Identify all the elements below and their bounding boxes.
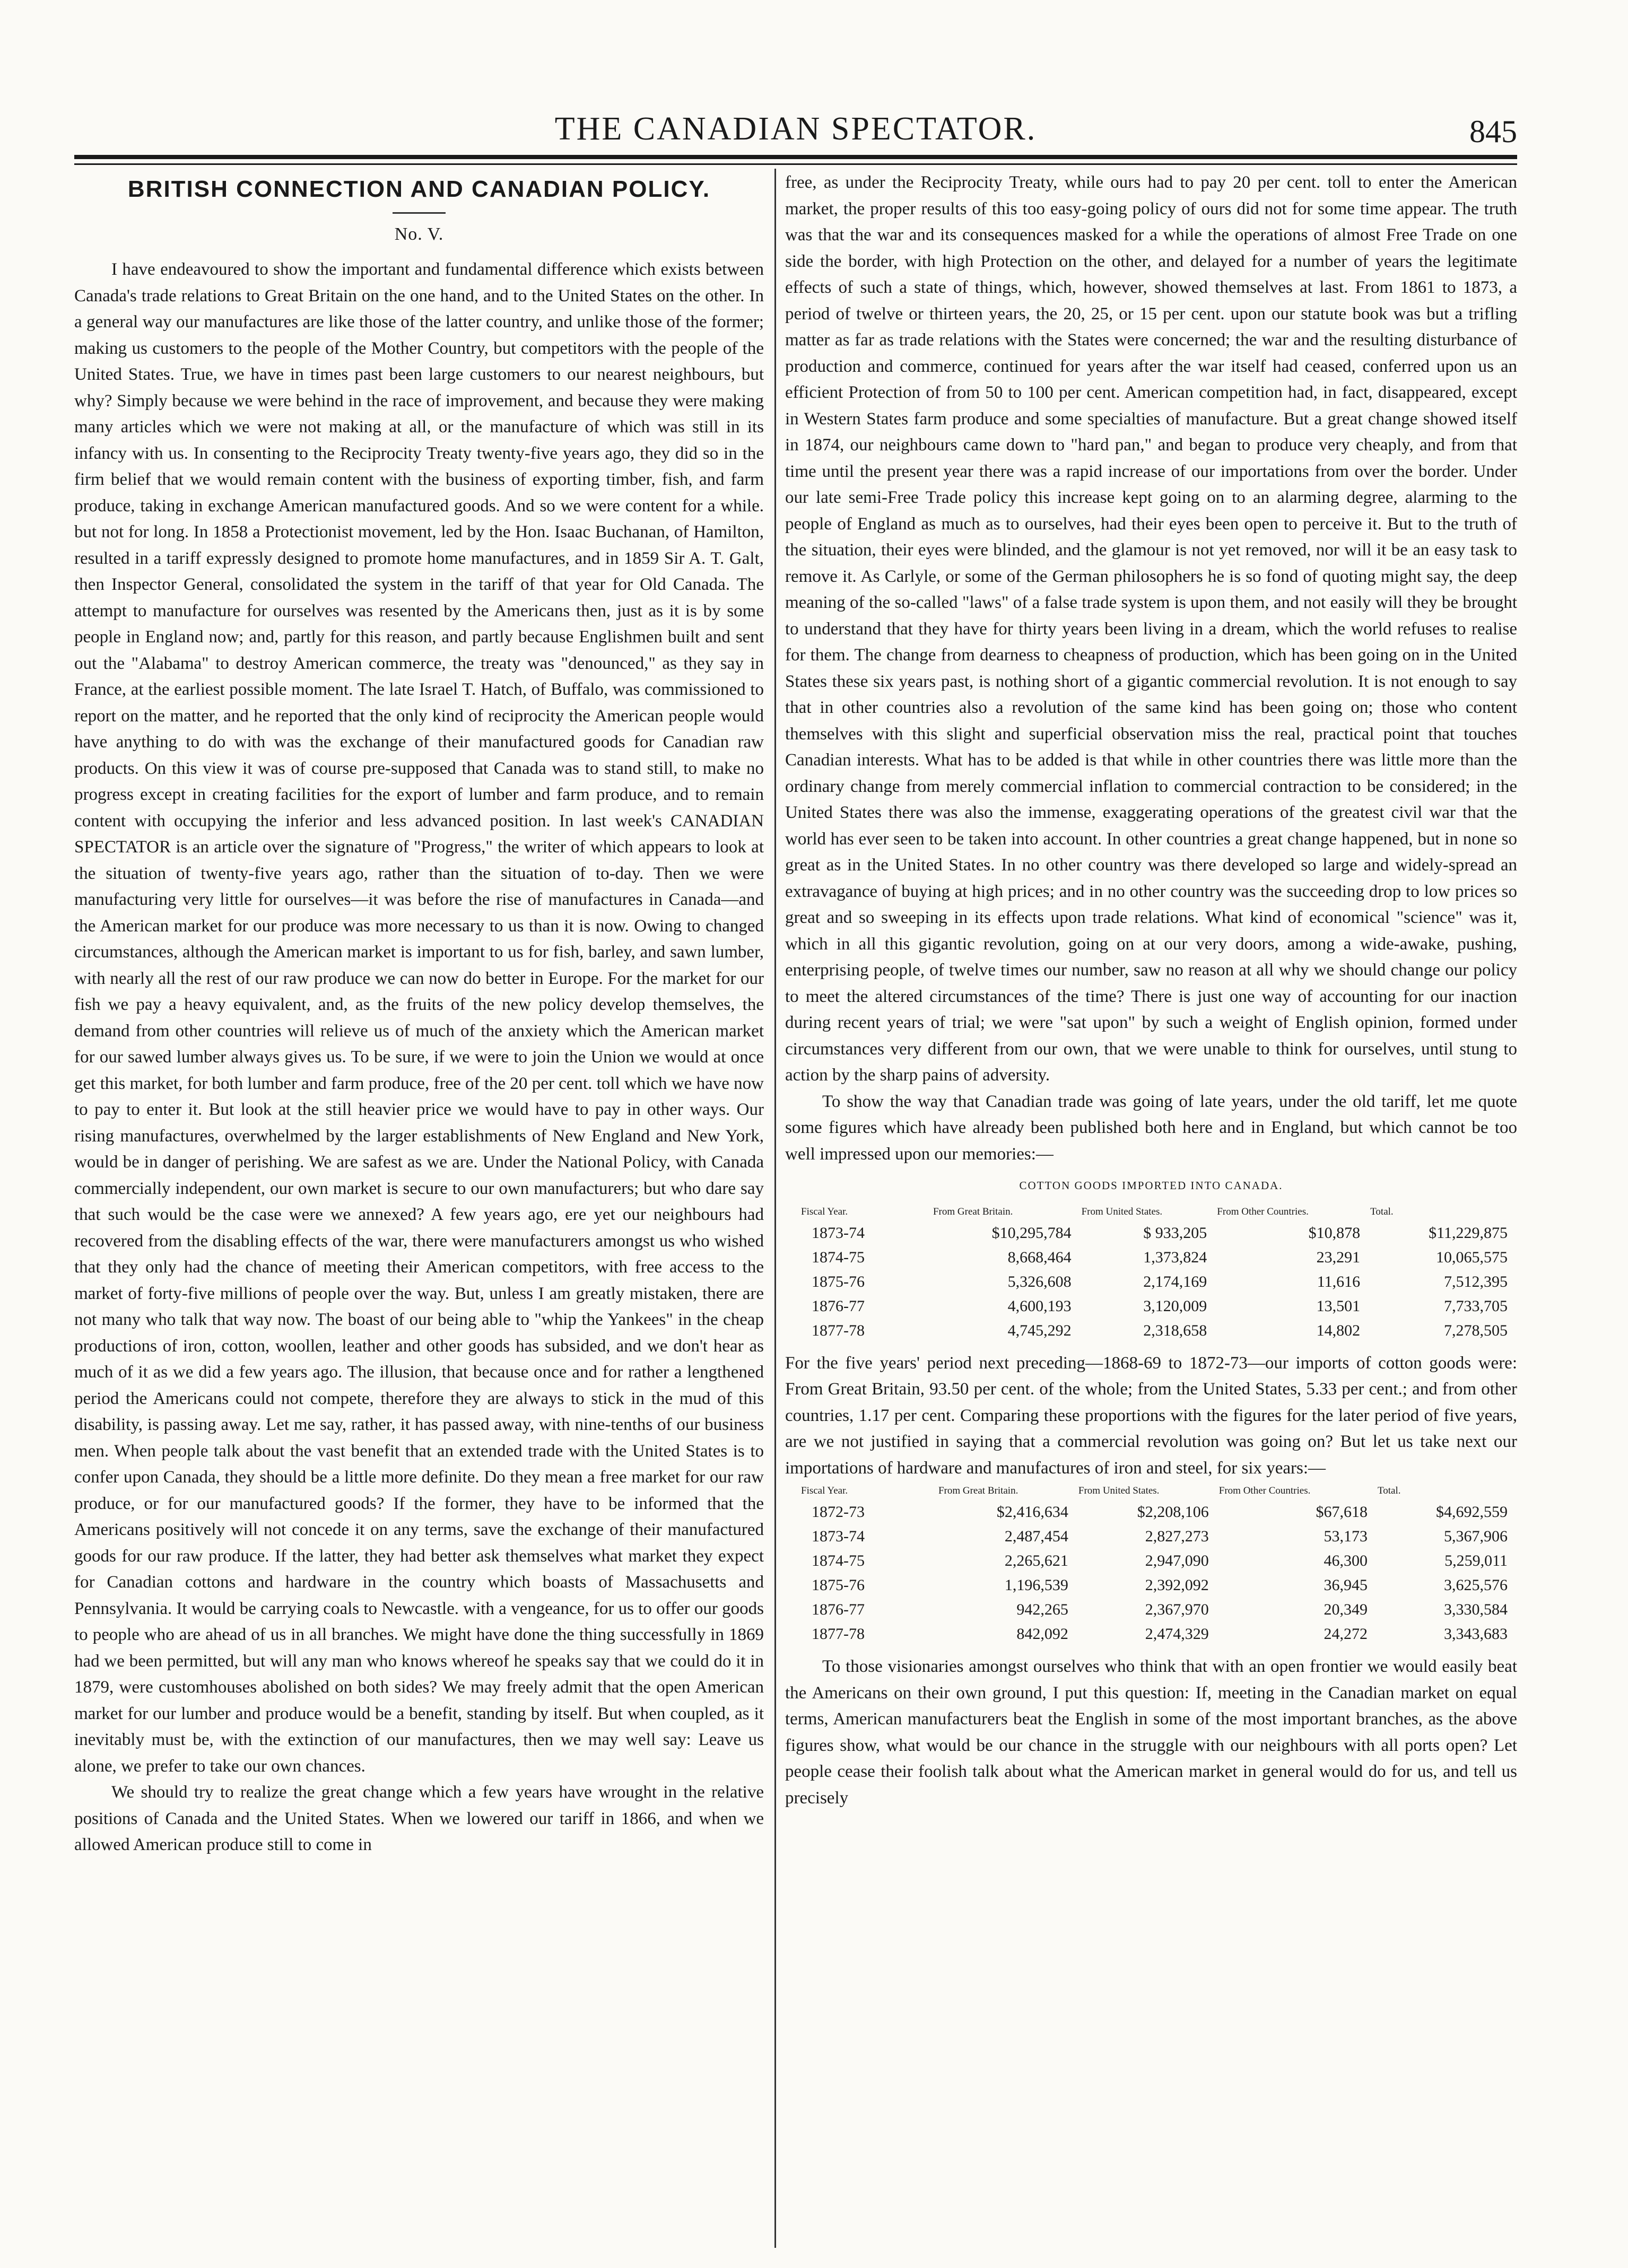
table-cell: 2,318,658	[1143, 1321, 1207, 1339]
table-cell: 3,330,584	[1444, 1601, 1508, 1618]
table-cell: $2,208,106	[1137, 1503, 1209, 1521]
body-paragraph: To show the way that Canadian trade was going of late years, under the old tariff, let me quote some figures which have already been published both here and in England, but which cannot be too well impressed upon our memories:—	[785, 1092, 1517, 1164]
table-cell: 20,349	[1324, 1601, 1368, 1618]
table-header-cell: Total.	[1370, 1206, 1394, 1217]
column-divider	[774, 169, 776, 2248]
table-cell: 2,174,169	[1143, 1272, 1207, 1290]
title-rule	[393, 212, 446, 214]
table-cell: 1,196,539	[1004, 1576, 1068, 1594]
table-header-cell: Total.	[1378, 1485, 1401, 1496]
table-cell: 2,367,970	[1145, 1601, 1209, 1618]
table-header-cell: From Great Britain.	[933, 1206, 1013, 1217]
table-cell: 1876-77	[812, 1601, 865, 1618]
table-row	[785, 1622, 1517, 1646]
table-row	[785, 1524, 1517, 1549]
table-cell: 5,326,608	[1007, 1272, 1072, 1290]
table-cell: 1874-75	[812, 1552, 865, 1569]
table-cell: 36,945	[1324, 1576, 1368, 1594]
table-header-row	[785, 1206, 1517, 1221]
table-cell: 24,272	[1324, 1625, 1368, 1643]
table-cell: 1877-78	[812, 1321, 865, 1339]
table-cell: 2,947,090	[1145, 1552, 1209, 1569]
article-title: BRITISH CONNECTION AND CANADIAN POLICY.	[127, 176, 711, 202]
table-header-cell: From United States.	[1081, 1206, 1163, 1217]
table-cell: 2,474,329	[1145, 1625, 1209, 1643]
table-row	[785, 1221, 1517, 1245]
table-cell: 942,265	[1016, 1601, 1068, 1618]
table-cell: 11,616	[1317, 1272, 1361, 1290]
table-cell: 3,343,683	[1444, 1625, 1508, 1643]
cotton-goods-table	[785, 1206, 1517, 1343]
table-cell: 2,487,454	[1004, 1528, 1068, 1545]
table-row	[785, 1598, 1517, 1622]
table-cell: $2,416,634	[996, 1503, 1068, 1521]
page-number: 845	[1469, 114, 1517, 149]
running-title: THE CANADIAN SPECTATOR.	[554, 111, 1037, 147]
table-cell: 2,392,092	[1145, 1576, 1209, 1594]
table-cell: 4,745,292	[1007, 1321, 1072, 1339]
table-cell: 1877-78	[812, 1625, 865, 1643]
table-cell: 1,373,824	[1143, 1248, 1207, 1266]
table-row	[785, 1319, 1517, 1343]
table-header-cell: Fiscal Year.	[801, 1206, 848, 1217]
table-cell: 842,092	[1016, 1625, 1068, 1643]
table-cell: 5,259,011	[1444, 1552, 1508, 1569]
body-paragraph: For the five years' period next preceding—1868-69 to 1872-73—our imports of cotton goods were: From Great Britain, 93.50 per cent. of the whole; from the United States, 5.33 per cent.; and from other countries, 1.17 per cent. Comparing these proportions with the figures for the later period of five years, are we not justified in saying that a commercial revolution was going on? But let us take next our importations of hardware and manufactures of iron and steel, for six years:—	[785, 1353, 1517, 1478]
table-cell: $ 933,205	[1143, 1224, 1207, 1242]
table-cell: 14,802	[1316, 1321, 1361, 1339]
iron-goods-table	[785, 1485, 1517, 1646]
table-cell: $11,229,875	[1429, 1224, 1508, 1242]
body-paragraph: We should try to realize the great change which a few years have wrought in the relative positions of Canada and the United States. When we lowered our tariff in 1866, and when we allowed American produce still to come in	[74, 1783, 764, 1854]
table-header-cell: From Great Britain.	[938, 1485, 1018, 1496]
table-cell: $10,295,784	[991, 1224, 1072, 1242]
body-paragraph: I have endeavoured to show the important and fundamental difference which exists between Canada's trade relations to Great Britain on the one hand, and to the United States on the other. In a general way our manufactures are like those of the latter country, and unlike those of the former; making us customers to the people of the Mother Country, but competitors with the people of the United States. True, we have in times past been large customers to our nearest neighbours, but why? Simply because we were behind in the race of improvement, and because they were making many articles which we were not making at all, or the manufacture of which was still in its infancy with us. In consenting to the Reciprocity Treaty twenty-five years ago, they did so in the firm belief that we would remain content with the business of exporting timber, fish, and farm produce, taking in exchange American manufactured goods. And so we were content for a while. but not for long. In 1858 a Protectionist movement, led by the Hon. Isaac Buchanan, of Hamilton, resulted in a tariff expressly designed to promote home manufactures, and in 1859 Sir A. T. Galt, then Inspector General, consolidated the system in the tariff of that year for Old Canada. The attempt to manufacture for ourselves was resented by the Americans then, just as it is by some people in England now; and, partly for this reason, and partly because Englishmen built and sent out the "Alabama" to destroy American commerce, the treaty was "denounced," as they say in France, at the earliest possible moment. The late Israel T. Hatch, of Buffalo, was commissioned to report on the matter, and he reported that the only kind of reciprocity the American people would have anything to do with was the exchange of their manufactured goods for Canadian raw products. On this view it was of course pre-supposed that Canada was to stand still, to make no progress except in creating facilities for the export of lumber and farm produce, and to remain content with occupying the inferior and less advanced position. In last week's CANADIAN SPECTATOR is an article over the signature of "Progress," the writer of which appears to look at the situation of twenty-five years ago, rather than the situation of to-day. Then we were manufacturing very little for ourselves—it was before the rise of manufactures in Canada—and the American market for our produce was more necessary to us than it is now. Owing to changed circumstances, although the American market is important to us for fish, barley, and sawn lumber, with nearly all the rest of our raw produce we can now do better in Europe. For the market for our fish we pay a heavy equivalent, and, as the fruits of the new policy develop themselves, the demand from other countries will relieve us of much of the anxiety which the American market for our sawed lumber always gives us. To be sure, if we were to join the Union we would at once get this market, for both lumber and farm produce, free of the 20 per cent. toll which we have now to pay to enter it. But look at the still heavier price we would have to pay in other ways. Our rising manufactures, overwhelmed by the larger establishments of New England and New York, would be in danger of perishing. We are safest as we are. Under the National Policy, with Canada commercially independent, our own market is secure to our own manufacturers; but who dare say that such would be the case were we annexed? A few years ago, ere yet our neighbours had recovered from the disabling effects of the war, there were manufacturers amongst us who wished that they only had the chance of meeting their American competitors, with free access to the market of forty-five millions of people over the way. But, unless I am greatly mistaken, there are not many who talk that way now. The boast of our being able to "whip the Yankees" in the cheap productions of iron, cotton, woollen, leather and other goods has subsided, and we don't hear as much of it as we did a few years ago. The illusion, that because once and for rather a lengthened period the Americans could not compete, therefore they are always to stick in the mud of this disability, is passing away. Let me say, rather, it has passed away, with nine-tenths of our business men. When people talk about the vast benefit that an extended trade with the United States is to confer upon Canada, they should be a little more definite. Do they mean a free market for our raw produce, or for our manufactured goods? If the former, they have to be informed that the Americans positively will not concede it on any terms, save the exchange of their manufactured goods for our raw produce. If the latter, they had better ask themselves what market they expect for Canadian cottons and hardware in the country which boasts of Massachusetts and Pennsylvania. It would be carrying coals to Newcastle. with a vengeance, for us to offer our goods to people who are ahead of us in all branches. We might have done the thing successfully in 1869 had we been permitted, but will any man who knows whereof he speaks say that we could do it in 1879, were customhouses abolished on both sides? We may freely admit that the open American market for our lumber and produce would be a benefit, standing by itself. But when coupled, as it inevitably must be, with the extinction of our manufactures, then we may well say: Leave us alone, we prefer to take our own chances.	[74, 260, 764, 1776]
page-header	[74, 110, 1517, 155]
table-cell: 23,291	[1316, 1248, 1361, 1266]
table-cell: 1875-76	[812, 1576, 865, 1594]
table-cell: 1872-73	[812, 1503, 865, 1521]
table-header-cell: From United States.	[1078, 1485, 1160, 1496]
table-row	[785, 1549, 1517, 1573]
table-cell: $10,878	[1308, 1224, 1361, 1242]
table-cell: 3,625,576	[1444, 1576, 1508, 1594]
table-cell: 7,512,395	[1444, 1272, 1508, 1290]
table-header-row	[785, 1485, 1517, 1500]
table-cell: 3,120,009	[1143, 1297, 1207, 1315]
table-cell: 53,173	[1324, 1528, 1368, 1545]
table-cell: 1874-75	[812, 1248, 865, 1266]
table-cell: 1876-77	[812, 1297, 865, 1315]
table-row	[785, 1245, 1517, 1270]
table-header-cell: From Other Countries.	[1217, 1206, 1309, 1217]
table-cell: 1873-74	[812, 1528, 865, 1545]
table-row	[785, 1573, 1517, 1598]
table-row	[785, 1294, 1517, 1319]
table-cell: 1873-74	[812, 1224, 865, 1242]
table-cell: 8,668,464	[1007, 1248, 1072, 1266]
table-cell: 13,501	[1316, 1297, 1361, 1315]
right-column	[785, 170, 1517, 2238]
table-cell: $4,692,559	[1436, 1503, 1508, 1521]
header-rule-thin	[74, 163, 1517, 165]
table-header-cell: From Other Countries.	[1218, 1485, 1311, 1496]
body-paragraph: To those visionaries amongst ourselves who think that with an open frontier we would easily beat the Americans on their own ground, I put this question: If, meeting in the Canadian market on equal terms, American manufacturers beat the English in some of the most important branches, as the above figures show, what would be our chance in the struggle with our neighbours with all ports open? Let people cease their foolish talk about what the American market in general would do for us, and tell us precisely	[785, 1657, 1517, 1808]
left-column	[74, 170, 764, 2238]
table-cell: 4,600,193	[1007, 1297, 1072, 1315]
header-rule-thick	[74, 155, 1517, 159]
table-cell: $67,618	[1316, 1503, 1368, 1521]
table-cell: 2,265,621	[1004, 1552, 1068, 1569]
table-header-cell: Fiscal Year.	[801, 1485, 848, 1496]
table-row	[785, 1500, 1517, 1524]
table-cell: 10,065,575	[1436, 1248, 1508, 1266]
article-number: No. V.	[394, 224, 444, 244]
table-row	[785, 1270, 1517, 1294]
table-cell: 7,278,505	[1444, 1321, 1508, 1339]
table-cell: 5,367,906	[1444, 1528, 1508, 1545]
table-cell: 1875-76	[812, 1272, 865, 1290]
body-paragraph: free, as under the Reciprocity Treaty, while ours had to pay 20 per cent. toll to enter the American market, the proper results of this too easy-going policy of ours did not for some time appear. The truth was that the war and its consequences masked for a while the operations of almost Free Trade on one side the border, with high Protection on the other, and delayed for a number of years the legitimate effects of such a state of things, which, however, showed themselves at last. From 1861 to 1873, a period of twelve or thirteen years, the 20, 25, or 15 per cent. upon our statute book was but a trifling matter as far as trade relations with the States were concerned; the war and the resulting disturbance of production and commerce, continued for years after the war itself had ceased, conferred upon us an efficient Protection of from 50 to 100 per cent. American competition had, in fact, disappeared, except in Western States farm produce and some specialties of manufacture. But a great change showed itself in 1874, our neighbours came down to "hard pan," and began to produce very cheaply, and from that time until the present year there was a rapid increase of our importations from over the border. Under our late semi-Free Trade policy this increase kept going on to an alarming degree, alarming to the people of England as much as to ourselves, had their eyes been open to perceive it. But to the truth of the situation, their eyes were blinded, and the glamour is not yet removed, nor will it be an easy task to remove it. As Carlyle, or some of the German philosophers he is so fond of quoting might say, the deep meaning of the so-called "laws" of a false trade system is upon them, and not easily will they be brought to understand that they have for thirty years been living in a dream, which the world refuses to realise for them. The change from dearness to cheapness of production, which has been going on in the United States these six years past, is nothing short of a gigantic commercial revolution. It is not enough to say that in other countries also a revolution of the same kind has been going on; those who content themselves with this slight and superficial observation miss the real, practical point that touches Canadian interests. What has to be added is that while in other countries there was little more than the ordinary change from merely commercial inflation to commercial contraction to be considered; in the United States there was also the immense, exaggerating operations of the greatest civil war that the world has ever seen to be taken into account. In other countries a great change happened, but in none so great as in the United States. In no other country was there developed so large and widely-spread an extravagance of buying at high prices; and in no other country was the succeeding drop to low prices so great and so sweeping in its effects upon trade relations. What kind of economical "science" was it, which in all this gigantic revolution, going on at our very doors, among a wide-awake, pushing, enterprising people, of twelve times our number, saw no reason at all why we should change our policy to meet the altered circumstances of the time? There is just one way of accounting for our inaction during recent years of trial; we were "sat upon" by such a weight of English opinion, formed under circumstances very different from our own, that we were unable to think for ourselves, until stung to action by the sharp pains of adversity.	[785, 173, 1517, 1085]
table-cell: 7,733,705	[1444, 1297, 1508, 1315]
table-cell: 2,827,273	[1145, 1528, 1209, 1545]
table-cell: 46,300	[1324, 1552, 1368, 1569]
cotton-table-title: COTTON GOODS IMPORTED INTO CANADA.	[1019, 1179, 1283, 1192]
